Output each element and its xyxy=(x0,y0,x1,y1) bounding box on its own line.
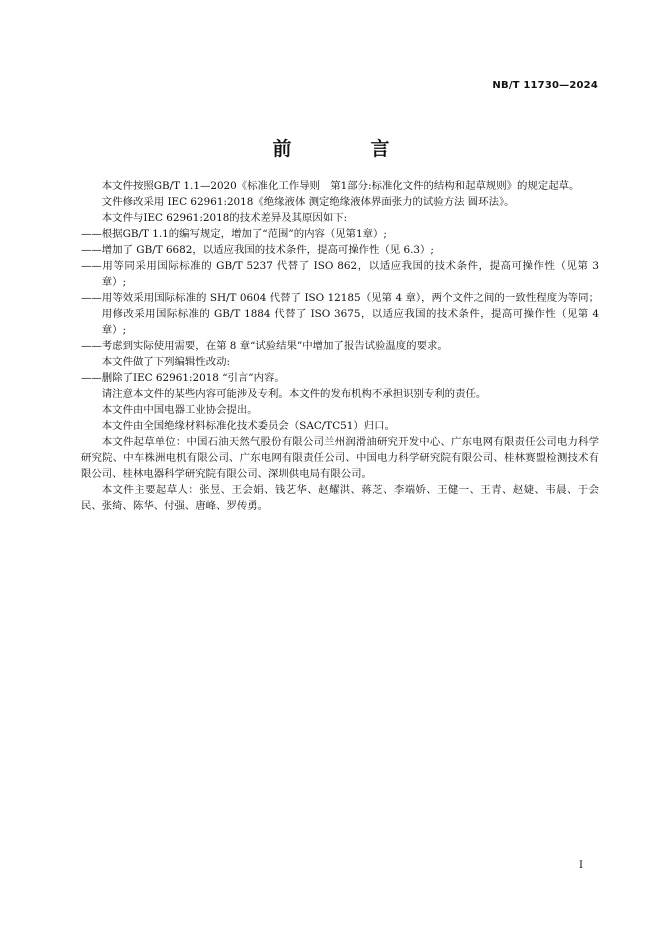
paragraph: 本文件主要起草人：张昱、王会娟、钱艺华、赵耀洪、蒋芝、李端娇、王健一、王青、赵婕、韦晨、于会民、张绮、陈华、付强、唐峰、罗传勇。 xyxy=(81,484,599,512)
list-item xyxy=(81,258,599,290)
paragraph: 本文件与IEC 62961:2018的技术差异及其原因如下: xyxy=(101,212,348,224)
paragraph: 本文件起草单位：中国石油天然气股份有限公司兰州润滑油研究开发中心、广东电网有限责任公司电力科学研究院、中车株洲电机有限公司、广东电网有限责任公司、中国电力科学研究院有限公司、桂林赛盟检测技术有限公司、桂林电器科学研究院有限公司、深圳供电局有限公司。 xyxy=(81,436,599,480)
list-dash: —— xyxy=(81,340,102,352)
list-item-text: 考虑到实际使用需要，在第 8 章“试验结果”中增加了报告试验温度的要求。 xyxy=(101,340,448,352)
list-item xyxy=(81,242,599,258)
list-item-text: 删除了IEC 62961:2018 “引言”内容。 xyxy=(101,372,285,384)
list-item xyxy=(81,290,599,338)
list-item-text: 用等效采用国际标准的 SH/T 0604 代替了 ISO 12185（见第 4 章），两个文件之间的一致性程度为等同；用修改采用国际标准的 GB/T 1884 代替了 ISO 3675，以适应我国的技术条件，提高可操作性（见第 4 章）; xyxy=(101,292,599,336)
list-dash: —— xyxy=(81,244,102,256)
paragraph: 本文件由全国绝缘材料标准化技术委员会（SAC/TC51）归口。 xyxy=(101,420,395,432)
list-item-text: 根据GB/T 1.1的编写规定，增加了“范围”的内容（见第1章）; xyxy=(101,228,387,240)
list-item-text: 增加了 GB/T 6682，以适应我国的技术条件，提高可操作性（见 6.3）; xyxy=(101,244,434,256)
paragraph: 本文件按照GB/T 1.1—2020《标准化工作导则 第1部分:标准化文件的结构和起草规则》的规定起草。 xyxy=(101,180,580,192)
list-dash: —— xyxy=(81,260,102,272)
list-dash: —— xyxy=(81,292,102,304)
paragraph: 文件修改采用 IEC 62961:2018《绝缘液体 测定绝缘液体界面张力的试验方法 圆环法》。 xyxy=(101,196,515,208)
page-number: I xyxy=(579,860,583,871)
list-item xyxy=(81,370,599,386)
paragraph: 本文件由中国电器工业协会提出。 xyxy=(101,404,258,416)
list-item xyxy=(81,226,599,242)
list-dash: —— xyxy=(81,228,102,240)
list-item xyxy=(81,338,599,354)
page-title: 前 言 xyxy=(272,138,420,160)
paragraph: 本文件做了下列编辑性改动: xyxy=(101,356,230,368)
list-item-text: 用等同采用国际标准的 GB/T 5237 代替了 ISO 862，以适应我国的技术条件，提高可操作性（见第 3 章）; xyxy=(101,260,599,288)
foreword-body xyxy=(81,178,599,514)
paragraph: 请注意本文件的某些内容可能涉及专利。本文件的发布机构不承担识别专利的责任。 xyxy=(101,388,487,400)
list-dash: —— xyxy=(81,372,102,384)
document-code: NB/T 11730—2024 xyxy=(492,80,598,91)
